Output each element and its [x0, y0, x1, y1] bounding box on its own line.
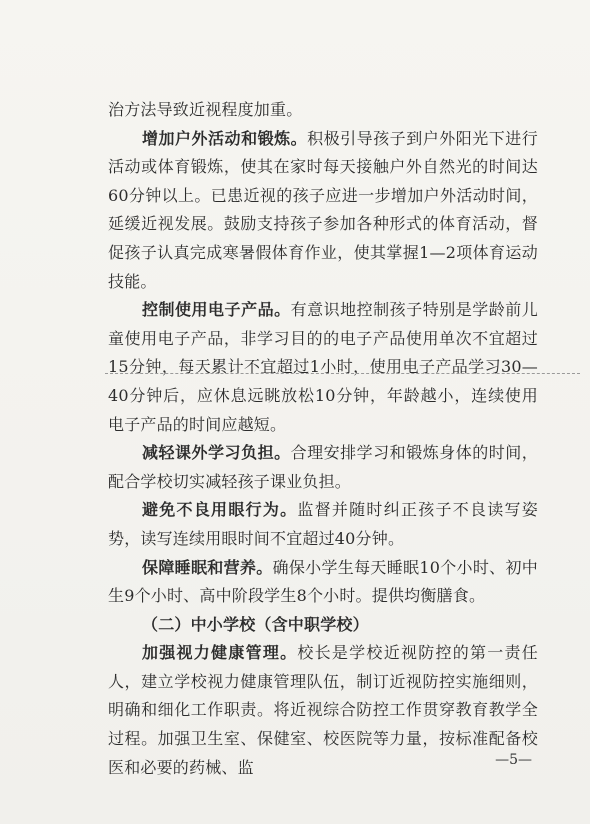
paragraph-eye-habits [108, 496, 538, 553]
section-heading: （二）中小学校（含中职学校） [142, 614, 369, 634]
paragraph-homework-burden [108, 439, 538, 496]
paragraph-lead: 保障睡眠和营养。 [142, 557, 273, 577]
paragraph-body: 确保小学生每天睡眠10个小时、初中生9个小时、高中阶段学生8个小时。提供均衡膳食。 [108, 557, 538, 606]
paragraph-lead: 避免不良用眼行为。 [142, 500, 298, 520]
paragraph-lead: 控制使用电子产品。 [142, 300, 291, 320]
paragraph-body: 合理安排学习和锻炼身体的时间，配合学校切实减轻孩子课业负担。 [108, 443, 538, 491]
paragraph-lead: 减轻课外学习负担。 [142, 443, 291, 463]
page-number: —5— [495, 752, 532, 768]
dashed-cut-line [105, 373, 580, 374]
paragraph-lead: 增加户外活动和锻炼。 [142, 128, 308, 148]
paragraph-body: 治方法导致近视程度加重。 [108, 100, 303, 119]
paragraph-body: 监督并随时纠正孩子不良读写姿势，读写连续用眼时间不宜超过40分钟。 [108, 500, 538, 548]
paragraph-continued [108, 96, 538, 125]
paragraph-body: 积极引导孩子到户外阳光下进行活动或体育锻炼，使其在家时每天接触户外自然光的时间达60分钟以上。已患近视的孩子应进一步增加户外活动时间，延缓近视发展。鼓励支持孩子参加各种形式的体育活动，督促孩子认真完成寒暑假体育作业，使其掌握1—2项体育运动技能。 [108, 128, 538, 291]
paragraph-sleep-nutrition [108, 554, 538, 611]
paragraph-outdoor-activity [108, 125, 538, 297]
paragraph-body: 校长是学校近视防控的第一责任人，建立学校视力健康管理队伍，制订近视防控实施细则，明确和细化工作职责。将近视综合防控工作贯穿教育教学全过程。加强卫生室、保健室、校医院等力量，按标准配备校医和必要的药械、监 [108, 643, 538, 777]
paragraph-electronic-products [108, 296, 538, 439]
page-body [108, 96, 538, 782]
paragraph-vision-management [108, 639, 538, 782]
paragraph-body: 有意识地控制孩子特别是学龄前儿童使用电子产品，非学习目的的电子产品使用单次不宜超过15分钟，每天累计不宜超过1小时，使用电子产品学习30—40分钟后，应休息远眺放松10分钟，年龄越小，连续使用电子产品的时间应越短。 [108, 300, 538, 434]
paragraph-lead: 加强视力健康管理。 [142, 643, 298, 663]
